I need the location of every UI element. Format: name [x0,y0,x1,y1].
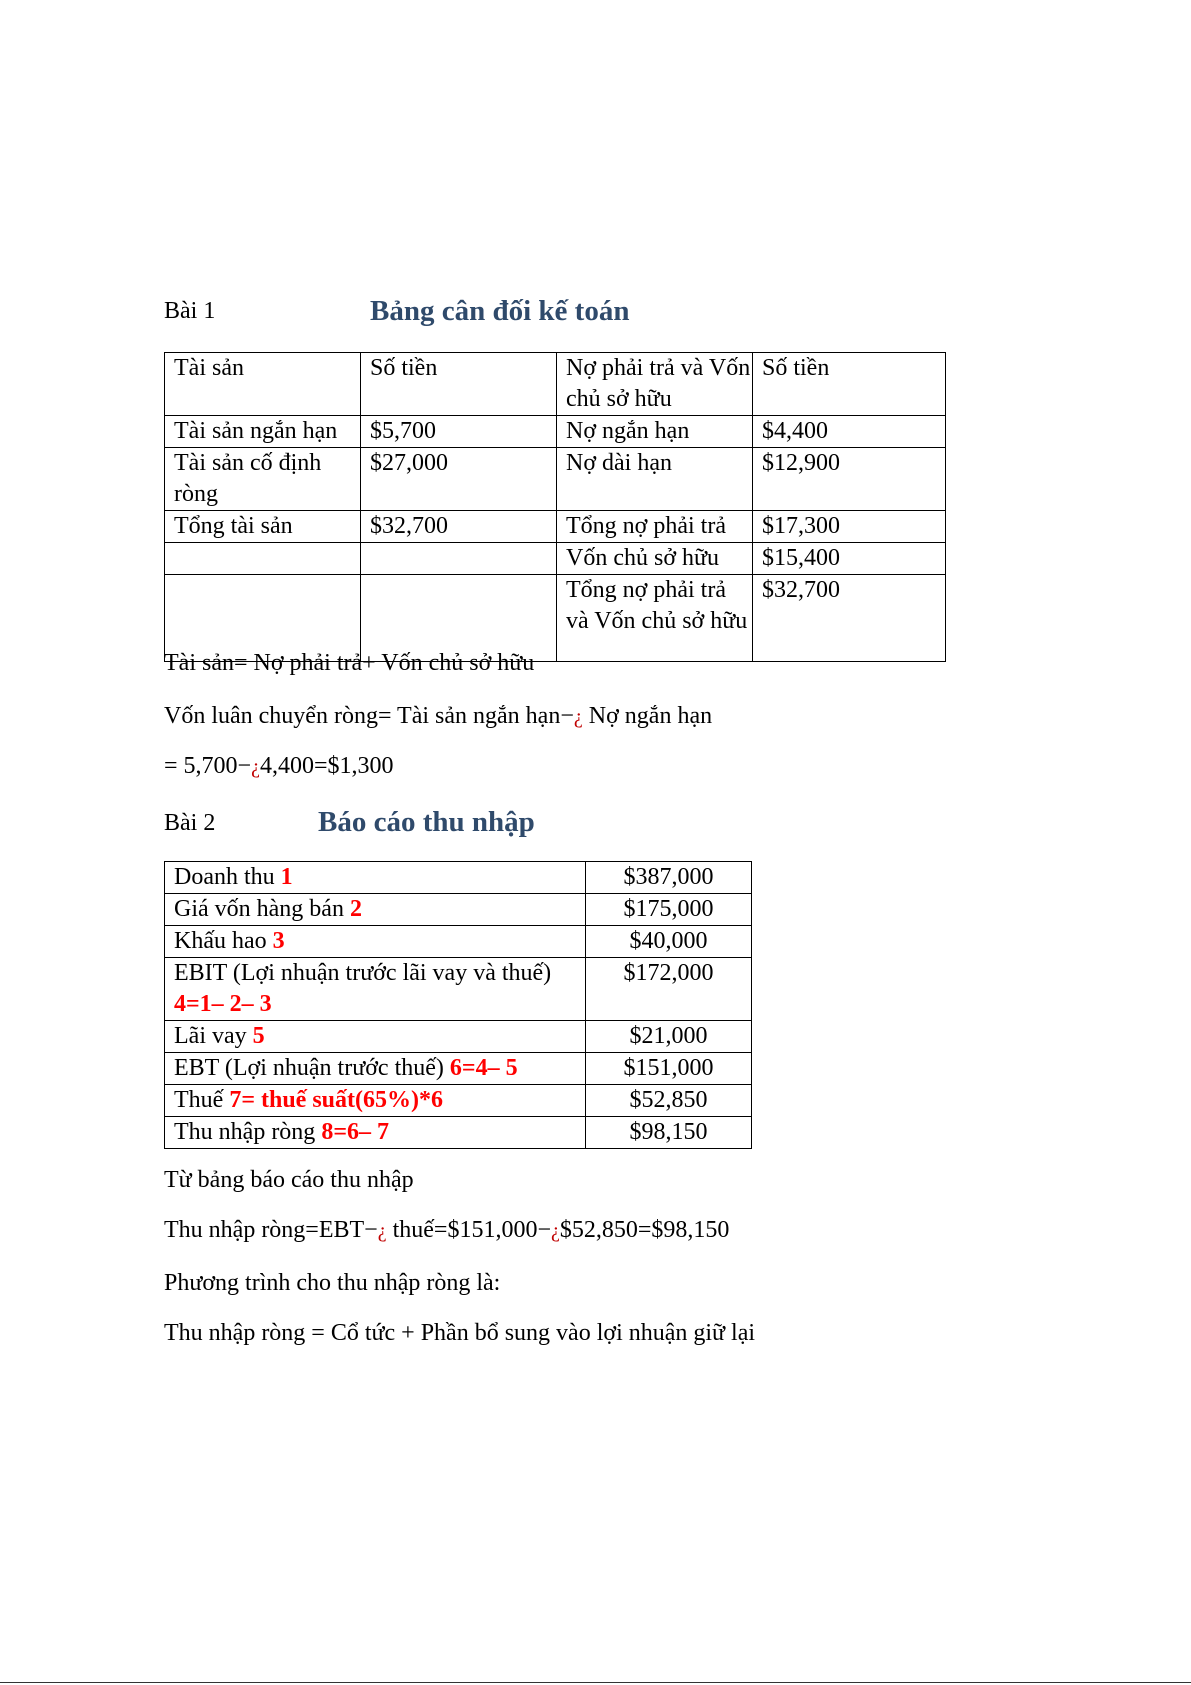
bai1-label: Bài 1 [164,298,216,324]
row-label: Giá vốn hàng bán [174,896,350,922]
table-row [165,543,946,575]
table-cell: Vốn chủ sở hữu [557,543,753,575]
page-bottom-rule [0,1682,1191,1683]
header-cell: Tài sản [165,353,361,416]
income-statement-table [164,861,752,1149]
table-cell: Tổng nợ phải trả [557,511,753,543]
table-cell: $15,400 [753,543,946,575]
table-cell [165,575,361,662]
table-cell: $21,000 [586,1021,752,1053]
formula-part: $52,850=$98,150 [559,1217,730,1243]
table-row [165,448,946,511]
working-capital-calc [164,753,394,780]
bai2-label: Bài 2 [164,810,216,836]
table-cell: $12,900 [753,448,946,511]
table-cell: Tổng nợ phải trả và Vốn chủ sở hữu [557,575,753,662]
glyph-mark: ¿ [251,756,260,778]
table-cell: $98,150 [586,1117,752,1149]
header-cell: Nợ phải trả và Vốn chủ sở hữu [557,353,753,416]
table-row [165,575,946,662]
table-row [165,416,946,448]
glyph-mark: ¿ [377,1220,387,1242]
table-row [165,511,946,543]
formula-part: Thu nhập ròng=EBT− [164,1217,378,1243]
formula-part: = 5,700− [164,753,252,779]
table-row [165,1053,752,1085]
table-cell: $52,850 [586,1085,752,1117]
balance-sheet-table [164,352,946,662]
table-row [165,1117,752,1149]
row-label: Thu nhập ròng [174,1119,322,1145]
formula-part: 4,400=$1,300 [259,753,394,779]
row-mark: 5 [252,1023,265,1049]
row-mark: 1 [280,864,293,890]
table-cell: $151,000 [586,1053,752,1085]
table-cell [165,862,586,894]
table-row [165,958,752,1021]
table-cell: $32,700 [361,511,557,543]
table-cell: $4,400 [753,416,946,448]
glyph-mark: ¿ [550,1220,560,1242]
row-mark: 3 [272,928,285,954]
row-mark: 6=4– 5 [449,1055,518,1081]
net-income-formula [164,1217,729,1244]
table-cell [165,1085,586,1117]
table-cell [165,958,586,1021]
table-cell: $27,000 [361,448,557,511]
table-cell [165,543,361,575]
row-label: EBIT (Lợi nhuận trước lãi vay và thuế) [174,960,552,986]
table-cell [361,575,557,662]
glyph-mark: ¿ [573,706,583,728]
table-row [165,926,752,958]
bai2-title: Báo cáo thu nhập [318,806,535,838]
table-cell [165,1053,586,1085]
table-cell: $17,300 [753,511,946,543]
row-label: Doanh thu [174,864,281,890]
formula-part: Nợ ngắn hạn [582,703,713,729]
row-label: Khấu hao [174,928,273,954]
table-cell: Tổng tài sản [165,511,361,543]
formula-part: thuế=$151,000− [386,1217,551,1243]
table-row [165,894,752,926]
table-cell: Nợ dài hạn [557,448,753,511]
header-cell: Số tiền [753,353,946,416]
row-mark: 8=6– 7 [321,1119,389,1145]
row-mark: 4=1– 2– 3 [174,991,272,1017]
table-header-row [165,353,946,416]
table-cell: $5,700 [361,416,557,448]
row-label: EBT (Lợi nhuận trước thuế) [174,1055,450,1081]
table-cell: Tài sản cố định ròng [165,448,361,511]
table-cell [165,926,586,958]
table-row [165,1021,752,1053]
paragraph-net-income-equation: Thu nhập ròng = Cổ tức + Phần bổ sung vào lợi nhuận giữ lại [164,1320,756,1346]
table-cell: Tài sản ngắn hạn [165,416,361,448]
table-cell: $40,000 [586,926,752,958]
accounting-equation: Tài sản= Nợ phải trả+ Vốn chủ sở hữu [164,650,535,676]
table-cell [361,543,557,575]
paragraph-equation-intro: Phương trình cho thu nhập ròng là: [164,1270,501,1296]
row-label: Thuế [174,1087,230,1113]
bai1-title: Bảng cân đối kế toán [370,295,630,327]
table-cell [165,894,586,926]
table-row [165,1085,752,1117]
table-cell: $387,000 [586,862,752,894]
header-cell: Số tiền [361,353,557,416]
table-cell: $175,000 [586,894,752,926]
formula-part: Vốn luân chuyển ròng= Tài sản ngắn hạn− [164,703,574,729]
row-label: Lãi vay [174,1023,253,1049]
paragraph-income-source: Từ bảng báo cáo thu nhập [164,1167,414,1193]
row-mark: 2 [349,896,362,922]
table-cell [165,1117,586,1149]
table-cell: Nợ ngắn hạn [557,416,753,448]
row-mark: 7= thuế suất(65%)*6 [229,1087,443,1113]
working-capital-formula [164,703,712,730]
table-cell [165,1021,586,1053]
table-cell: $172,000 [586,958,752,1021]
table-cell: $32,700 [753,575,946,662]
table-row [165,862,752,894]
